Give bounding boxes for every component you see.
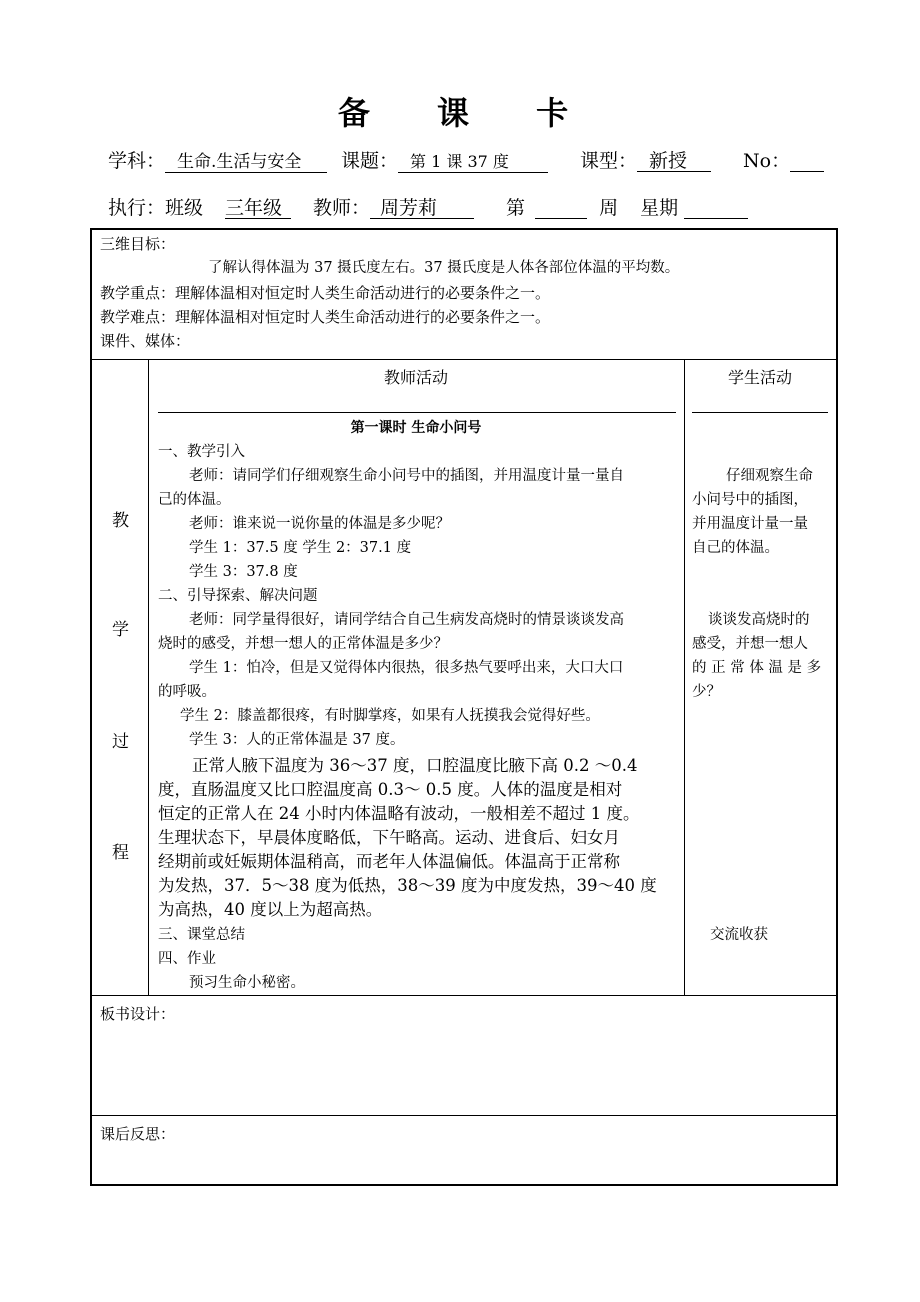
reflection-label: 课后反思： — [100, 1125, 176, 1143]
line: 老师：同学量得很好，请同学结合自己生病发高烧时的情景谈谈发高 — [189, 612, 624, 628]
line: 度，直肠温度又比口腔温度高 0.3～ 0.5 度。人体的温度是相对 — [158, 780, 623, 799]
process-char: 学 — [112, 620, 129, 640]
weekday-label: 星期 — [640, 197, 679, 219]
student-line: 少？ — [692, 684, 721, 700]
line: 三、课堂总结 — [158, 927, 245, 943]
media-label: 课件、媒体： — [100, 332, 191, 350]
no-label: No： — [743, 150, 791, 172]
line: 学生 1：37.5 度 学生 2：37.1 度 — [189, 540, 412, 556]
line: 学生 1：怕冷，但是又觉得体内很热，很多热气要呼出来，大口大口 — [189, 660, 624, 676]
divider — [684, 359, 685, 995]
line: 四、作业 — [158, 951, 216, 967]
type-value: 新授 — [637, 151, 711, 172]
subject-label: 学科： — [108, 150, 166, 172]
student-line: 并用温度计量一量 — [692, 516, 808, 532]
student-line: 谈谈发高烧时的 — [708, 612, 810, 628]
header-line-1 — [108, 146, 824, 173]
exec-label: 执行： — [108, 197, 166, 219]
board-label: 板书设计： — [100, 1005, 176, 1023]
lesson-plan-table — [90, 228, 838, 1186]
key-points — [100, 281, 550, 305]
class-value: 三年级 — [225, 198, 291, 219]
difficulty-label: 教学难点： — [100, 308, 176, 326]
line: 经期前或妊娠期体温稍高，而老年人体温偏低。体温高于正常称 — [158, 852, 620, 871]
student-line: 自己的体温。 — [692, 540, 779, 556]
line: 学生 3：37.8 度 — [189, 564, 298, 580]
lesson-title: 第一课时 生命小问号 — [350, 420, 482, 436]
line: 老师：请同学们仔细观察生命小问号中的插图，并用温度计量一量自 — [189, 468, 624, 484]
divider — [158, 412, 676, 413]
student-summary: 交流收获 — [710, 927, 768, 943]
key-text: 理解体温相对恒定时人类生命活动进行的必要条件之一。 — [175, 284, 551, 302]
line: 预习生命小秘密。 — [189, 975, 305, 991]
line: 为发热，37．5～38 度为低热，38～39 度为中度发热，39～40 度 — [158, 876, 657, 895]
difficulty-text: 理解体温相对恒定时人类生命活动进行的必要条件之一。 — [175, 308, 551, 326]
divider — [148, 359, 149, 995]
subject-value: 生命.生活与安全 — [165, 152, 327, 173]
type-label: 课型： — [580, 150, 638, 172]
teacher-value: 周芳莉 — [370, 198, 474, 219]
goals-label: 三维目标： — [100, 235, 176, 253]
student-line: 仔细观察生命 — [726, 468, 813, 484]
goals-text: 了解认得体温为 37 摄氏度左右。37 摄氏度是人体各部位体温的平均数。 — [208, 260, 680, 276]
divider — [92, 359, 836, 360]
divider — [92, 1115, 836, 1116]
line: 正常人腋下温度为 36～37 度，口腔温度比腋下高 0.2 ～0.4 — [192, 756, 638, 775]
weekday-value — [684, 198, 748, 219]
process-char: 教 — [112, 511, 129, 531]
line: 生理状态下，早晨体度略低，下午略高。运动、进食后、妇女月 — [158, 828, 620, 847]
student-line: 小问号中的插图， — [692, 492, 808, 508]
week-label-2: 周 — [599, 197, 619, 219]
class-label: 班级 — [165, 197, 204, 219]
key-label: 教学重点： — [100, 284, 176, 302]
student-line: 感受，并想一想人 — [692, 636, 808, 652]
header-line-2 — [108, 193, 748, 220]
line: 老师：谁来说一说你量的体温是多少呢？ — [189, 516, 450, 532]
page-title: 备 课 卡 — [337, 94, 597, 132]
line: 的呼吸。 — [158, 684, 216, 700]
line: 学生 2：膝盖都很疼，有时脚掌疼，如果有人抚摸我会觉得好些。 — [180, 708, 600, 724]
student-activity-header: 学生活动 — [727, 368, 792, 387]
week-value — [535, 198, 587, 219]
difficulty-points — [100, 305, 550, 329]
no-value — [790, 151, 824, 172]
line: 二、引导探索、解决问题 — [158, 588, 318, 604]
line: 为高热，40 度以上为超高热。 — [158, 900, 383, 919]
teacher-label: 教师： — [313, 197, 371, 219]
week-label-1: 第 — [506, 197, 526, 219]
lesson-value: 第 1 课 37 度 — [398, 152, 548, 173]
line: 学生 3：人的正常体温是 37 度。 — [189, 732, 405, 748]
line: 烧时的感受，并想一想人的正常体温是多少？ — [158, 636, 448, 652]
divider — [692, 412, 828, 413]
line: 一、教学引入 — [158, 444, 245, 460]
divider — [92, 995, 836, 996]
line: 恒定的正常人在 24 小时内体温略有波动，一般相差不超过 1 度。 — [158, 804, 640, 823]
student-line: 的 正 常 体 温 是 多 — [692, 660, 822, 676]
lesson-label: 课题： — [341, 150, 399, 172]
process-char: 程 — [112, 843, 129, 863]
line: 己的体温。 — [158, 492, 231, 508]
process-char: 过 — [112, 732, 129, 752]
teacher-activity-header: 教师活动 — [383, 368, 448, 387]
